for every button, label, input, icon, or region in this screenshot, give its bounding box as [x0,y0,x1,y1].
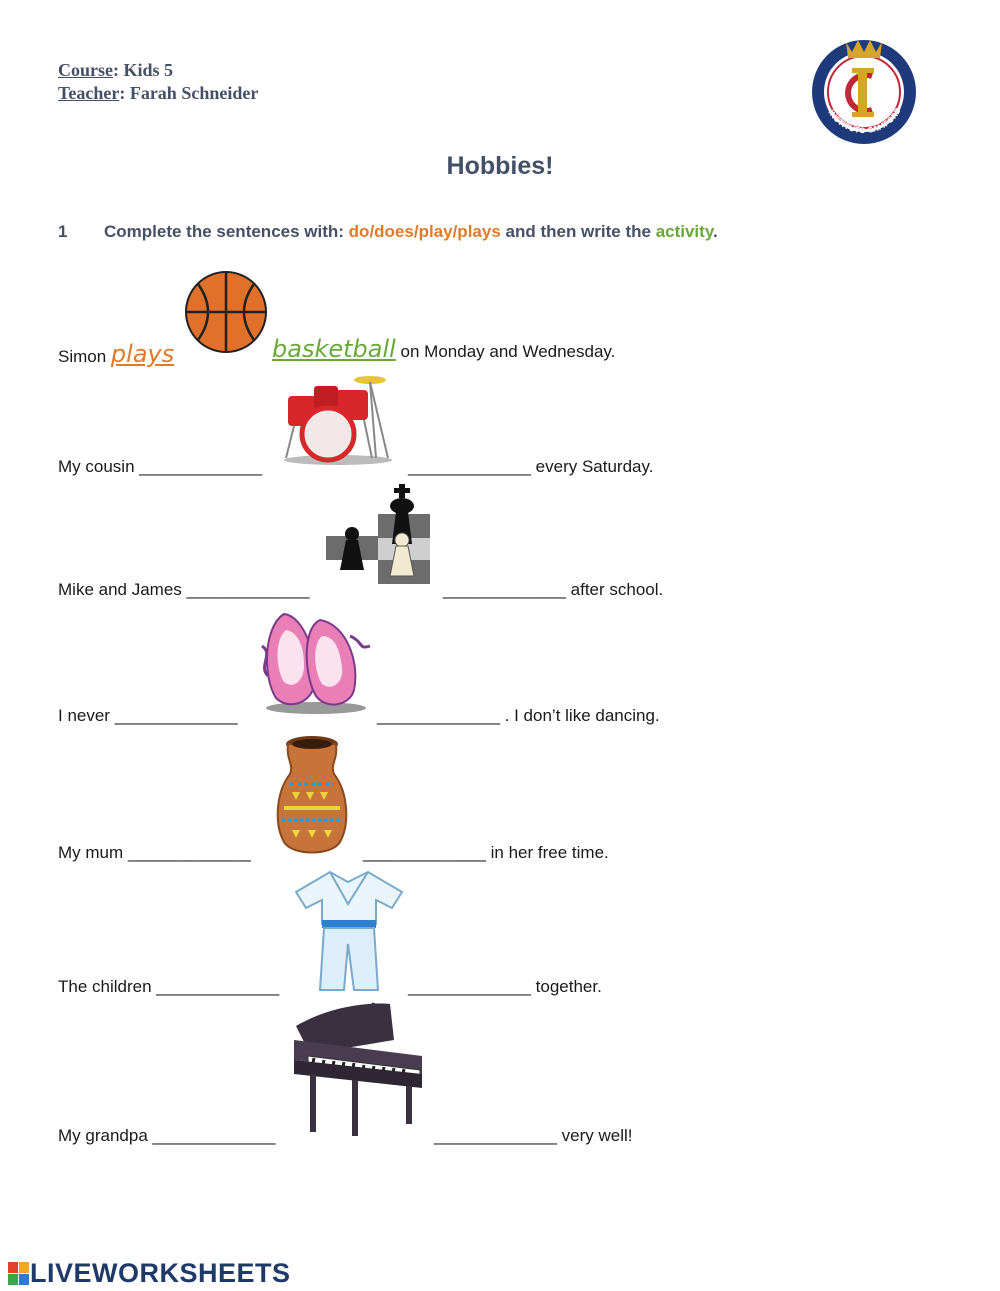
sentence-start: The children [58,977,152,996]
school-logo [806,30,922,146]
karate-uniform-icon [292,868,406,999]
sentence-1-activity [272,335,615,363]
activity-blank[interactable]: _____________ [408,457,531,476]
instruction-verbs: do/does/play/plays [348,222,501,241]
teacher-line [58,83,258,104]
sentence-end: on Monday and Wednesday. [400,342,616,361]
sentence-end: very well! [561,1126,633,1145]
sentence-start: Mike and James [58,580,182,599]
sentence-7 [58,1126,275,1146]
verb-blank[interactable]: _____________ [139,457,263,476]
activity-blank[interactable]: _____________ [377,706,500,725]
sentence-5-end [363,843,609,863]
basketball-icon [184,270,268,359]
sentence-end: in her free time. [485,843,609,862]
sentence-start: Simon [58,347,107,366]
instruction-part1: Complete the sentences with: [104,222,349,241]
activity-blank[interactable]: _____________ [443,580,566,599]
sentence-1 [58,340,174,368]
pottery-vase-icon [270,734,354,865]
instruction-part2: and then write the [500,222,656,241]
activity-blank[interactable]: _____________ [408,977,531,996]
instruction-activity: activity [655,222,714,241]
sentence-end: after school. [570,580,664,599]
verb-blank[interactable]: _____________ [152,1126,276,1145]
sentence-6 [58,977,279,997]
sentence-start: I never [58,706,110,725]
sentence-end: . I don’t like dancing. [504,706,660,725]
logo-text: INSTITUTO CAMFORD [826,106,903,136]
course-label: Course [58,60,113,80]
sentence-2 [58,457,262,477]
verb-blank[interactable]: _____________ [156,977,280,996]
instruction [58,222,718,242]
sentence-3 [58,580,309,600]
sentence-2-end [408,457,653,477]
sentence-3-end [443,580,663,600]
course-value: : Kids 5 [113,60,174,80]
liveworksheets-brand[interactable] [8,1258,291,1289]
teacher-value: : Farah Schneider [119,83,259,103]
sentence-start: My mum [58,843,124,862]
verb-blank[interactable]: _____________ [186,580,310,599]
brand-text: LIVEWORKSHEETS [30,1258,291,1288]
page-title: Hobbies! [446,152,554,180]
drums-icon [276,372,400,473]
verb-answer: plays [110,340,175,368]
activity-blank[interactable]: _____________ [434,1126,557,1145]
chess-icon [326,482,432,591]
sentence-6-end [408,977,602,997]
sentence-end: together. [535,977,602,996]
piano-icon [290,1000,430,1145]
instruction-part3: . [713,222,718,241]
sentence-4-end [377,706,660,726]
verb-blank[interactable]: _____________ [114,706,238,725]
sentence-5 [58,843,251,863]
liveworksheets-logo-icon [8,1262,30,1286]
ballet-shoes-icon [254,606,374,721]
sentence-end: every Saturday. [535,457,654,476]
teacher-label: Teacher [58,83,120,103]
sentence-start: My grandpa [58,1126,148,1145]
activity-blank[interactable]: _____________ [363,843,486,862]
activity-answer: basketball [272,335,396,363]
sentence-4 [58,706,238,726]
sentence-7-end [434,1126,633,1146]
instruction-number: 1 [58,222,68,241]
verb-blank[interactable]: _____________ [127,843,251,862]
sentence-start: My cousin [58,457,135,476]
course-line [58,60,173,81]
